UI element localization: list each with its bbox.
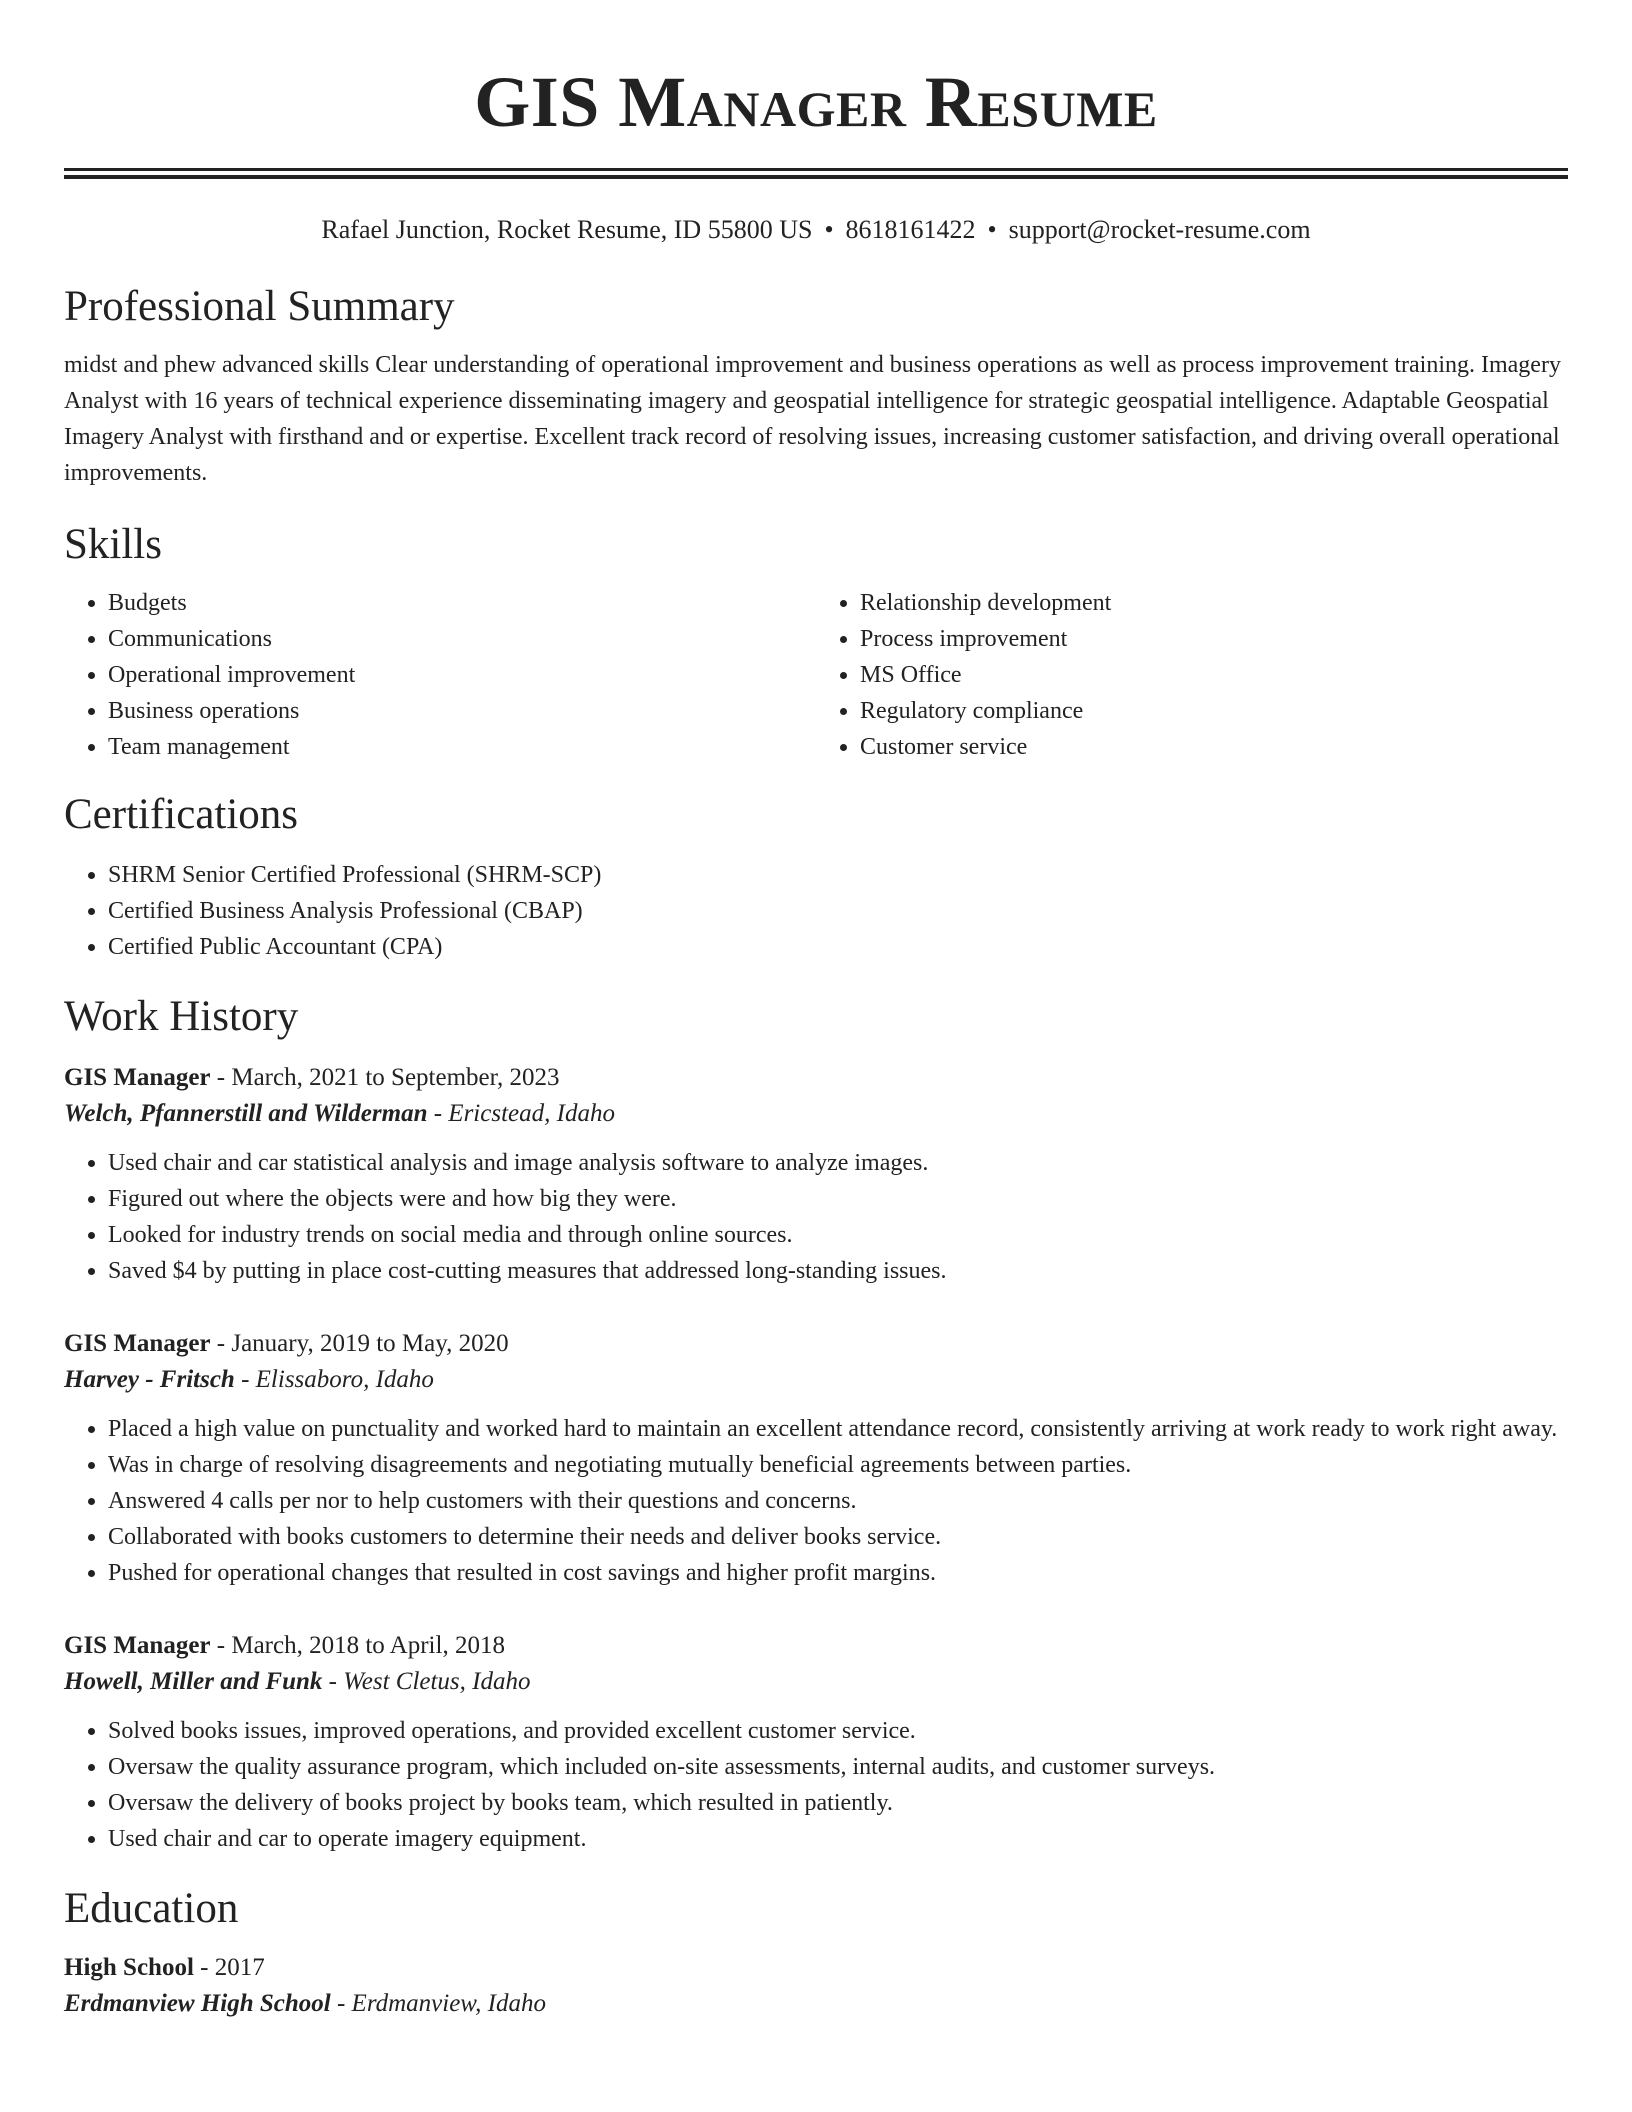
job-company: Harvey - Fritsch: [64, 1366, 235, 1393]
contact-address: Rafael Junction, Rocket Resume, ID 55800 US: [321, 215, 813, 244]
skill-item: • Process improvement: [860, 621, 1568, 657]
job-company-line: [64, 1095, 1568, 1133]
job-bullet: • Solved books issues, improved operations, and provided excellent customer service.: [108, 1713, 1568, 1749]
job-title: GIS Manager: [64, 1330, 211, 1357]
contact-email: support@rocket-resume.com: [1008, 215, 1311, 244]
education-heading: Education: [64, 1885, 239, 1932]
job-bullet: • Used chair and car to operate imagery equipment.: [108, 1821, 1568, 1857]
job-bullet: • Figured out where the objects were and how big they were.: [108, 1181, 1568, 1217]
work-history-heading: Work History: [64, 993, 299, 1040]
skills-list-right: [816, 585, 1568, 765]
job-bullet: • Pushed for operational changes that resulted in cost savings and higher profit margins.: [108, 1555, 1568, 1591]
certifications-heading: Certifications: [64, 791, 299, 838]
job-bullets: [64, 1145, 1568, 1289]
title-divider: [64, 168, 1568, 179]
job-bullets: [64, 1411, 1568, 1591]
job-bullet: • Was in charge of resolving disagreements and negotiating mutually beneficial agreements between parties.: [108, 1447, 1568, 1483]
contact-separator: •: [987, 215, 997, 244]
job-dates: - January, 2019 to May, 2020: [210, 1330, 509, 1357]
job-bullet: • Looked for industry trends on social media and through online sources.: [108, 1217, 1568, 1253]
job-bullet: • Collaborated with books customers to determine their needs and deliver books service.: [108, 1519, 1568, 1555]
skill-item: • Regulatory compliance: [860, 693, 1568, 729]
job-title-line: [64, 1629, 1568, 1663]
skill-item: • Business operations: [108, 693, 816, 729]
job-title: GIS Manager: [64, 1064, 211, 1091]
job-title: GIS Manager: [64, 1632, 211, 1659]
summary-heading: Professional Summary: [64, 283, 455, 330]
skill-item: • Operational improvement: [108, 657, 816, 693]
skill-item: • MS Office: [860, 657, 1568, 693]
job-location: - Ericstead, Idaho: [427, 1100, 615, 1127]
resume-page: [64, 0, 1568, 2023]
page-title: GIS Manager Resume: [474, 62, 1158, 142]
skill-item: • Budgets: [108, 585, 816, 621]
job-company: Welch, Pfannerstill and Wilderman: [64, 1100, 428, 1127]
job-dates: - March, 2018 to April, 2018: [210, 1632, 505, 1659]
education-degree-line: [64, 1951, 1568, 1985]
skills-list-left: [64, 585, 816, 765]
job-company-line: [64, 1663, 1568, 1701]
job-dates: - March, 2021 to September, 2023: [210, 1064, 560, 1091]
job-location: - West Cletus, Idaho: [322, 1668, 531, 1695]
job-bullet: • Oversaw the quality assurance program, which included on-site assessments, internal audits, and customer surveys.: [108, 1749, 1568, 1785]
contact-phone: 8618161422: [845, 215, 976, 244]
job-bullet: • Saved $4 by putting in place cost-cutting measures that addressed long-standing issues.: [108, 1253, 1568, 1289]
education-degree: High School: [64, 1954, 194, 1981]
certification-item: • SHRM Senior Certified Professional (SHRM-SCP): [108, 857, 1568, 893]
job-entry: [64, 1061, 1568, 1289]
contact-separator: •: [824, 215, 834, 244]
job-location: - Elissaboro, Idaho: [234, 1366, 434, 1393]
skill-item: • Communications: [108, 621, 816, 657]
certification-item: • Certified Public Accountant (CPA): [108, 929, 1568, 965]
job-title-line: [64, 1061, 1568, 1095]
certifications-list: [64, 857, 1568, 965]
job-bullets: [64, 1713, 1568, 1857]
certification-item: • Certified Business Analysis Professional (CBAP): [108, 893, 1568, 929]
skills-heading: Skills: [64, 521, 162, 568]
job-company-line: [64, 1361, 1568, 1399]
job-entry: [64, 1629, 1568, 1857]
skill-item: • Relationship development: [860, 585, 1568, 621]
job-bullet: • Oversaw the delivery of books project by books team, which resulted in patiently.: [108, 1785, 1568, 1821]
summary-text: midst and phew advanced skills Clear understanding of operational improvement and business operations as well as process improvement training. Imagery Analyst with 16 years of technical experience disseminating imagery and geospatial intelligence for strategic geospatial intelligence. Adaptable Geospatial Imagery Analyst with firsthand and or expertise. Excellent track record of resolving issues, increasing customer satisfaction, and driving overall operational improvements.: [64, 352, 1561, 486]
education-school-line: [64, 1985, 1568, 2023]
skill-item: • Customer service: [860, 729, 1568, 765]
job-title-line: [64, 1327, 1568, 1361]
contact-line: [64, 213, 1568, 247]
job-company: Howell, Miller and Funk: [64, 1668, 323, 1695]
job-bullet: • Placed a high value on punctuality and worked hard to maintain an excellent attendance record, consistently arriving at work ready to work right away.: [108, 1411, 1568, 1447]
job-bullet: • Answered 4 calls per nor to help customers with their questions and concerns.: [108, 1483, 1568, 1519]
job-entry: [64, 1327, 1568, 1591]
education-entry: [64, 1951, 1568, 2023]
skill-item: • Team management: [108, 729, 816, 765]
job-bullet: • Used chair and car statistical analysis and image analysis software to analyze images.: [108, 1145, 1568, 1181]
education-year: - 2017: [193, 1954, 265, 1981]
education-location: - Erdmanview, Idaho: [330, 1990, 546, 2017]
education-school: Erdmanview High School: [64, 1990, 331, 2017]
skills-columns: [64, 585, 1568, 765]
